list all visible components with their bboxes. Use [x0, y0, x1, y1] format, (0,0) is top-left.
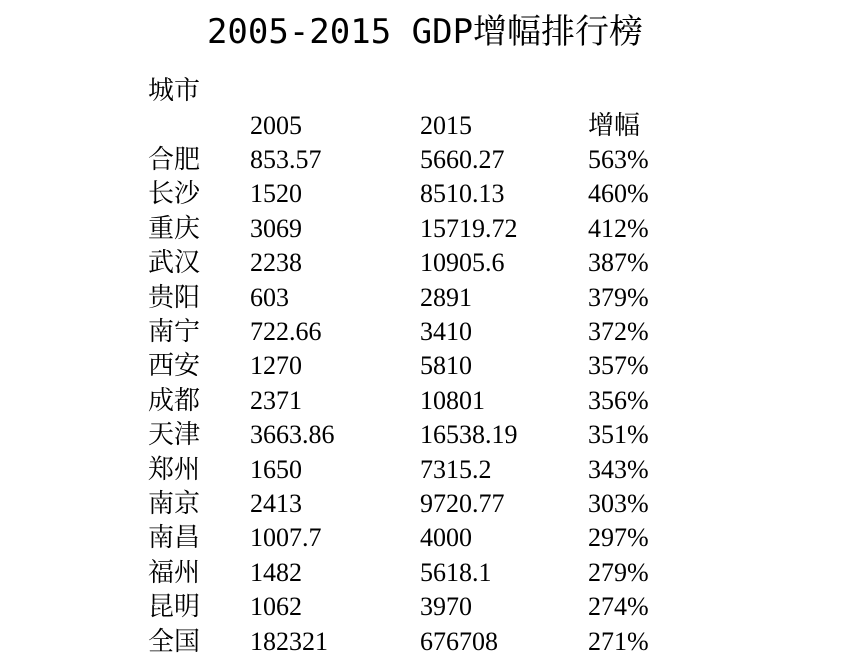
- city-cell: 南宁: [148, 317, 201, 346]
- growth-cell: 460%: [588, 179, 649, 209]
- city-cell: 昆明: [148, 592, 201, 622]
- gdp-2005-cell: 1482: [250, 557, 302, 587]
- gdp-2015-cell: 5618.1: [420, 557, 492, 587]
- growth-cell: 372%: [588, 317, 649, 346]
- gdp-2005-cell: 1007.7: [250, 523, 322, 553]
- growth-cell: 357%: [588, 351, 649, 381]
- gdp-2005-cell: 1650: [250, 454, 302, 484]
- growth-cell: 343%: [588, 454, 649, 484]
- growth-cell: 303%: [588, 489, 649, 518]
- gdp-2005-cell: 1520: [250, 179, 302, 209]
- city-column-header: 城市: [148, 76, 201, 105]
- gdp-2015-cell: 3970: [420, 592, 472, 622]
- column-header-2015: 2015: [420, 111, 472, 140]
- gdp-2005-cell: 1270: [250, 351, 302, 381]
- gdp-2005-cell: 603: [250, 282, 289, 312]
- growth-cell: 274%: [588, 592, 649, 622]
- growth-cell: 271%: [588, 626, 649, 656]
- city-cell: 南昌: [148, 523, 201, 553]
- gdp-2005-cell: 182321: [250, 626, 328, 656]
- column-header-2005: 2005: [250, 111, 302, 140]
- growth-cell: 563%: [588, 145, 649, 174]
- city-cell: 全国: [148, 626, 201, 656]
- city-cell: 成都: [148, 385, 201, 415]
- growth-cell: 297%: [588, 523, 649, 553]
- city-cell: 武汉: [148, 248, 201, 278]
- gdp-2005-cell: 2413: [250, 489, 302, 518]
- gdp-2015-cell: 676708: [420, 626, 498, 656]
- gdp-2015-cell: 7315.2: [420, 454, 492, 484]
- city-cell: 福州: [148, 557, 201, 587]
- city-cell: 南京: [148, 489, 201, 518]
- growth-cell: 412%: [588, 213, 649, 243]
- gdp-2015-cell: 2891: [420, 282, 472, 312]
- gdp-2015-cell: 4000: [420, 523, 472, 553]
- city-cell: 西安: [148, 351, 201, 381]
- gdp-2015-cell: 10905.6: [420, 248, 505, 278]
- gdp-2015-cell: 3410: [420, 317, 472, 346]
- growth-cell: 356%: [588, 385, 649, 415]
- gdp-2015-cell: 10801: [420, 385, 485, 415]
- gdp-2005-cell: 2371: [250, 385, 302, 415]
- city-cell: 合肥: [148, 145, 201, 174]
- gdp-2005-cell: 1062: [250, 592, 302, 622]
- gdp-2015-cell: 8510.13: [420, 179, 505, 209]
- gdp-2005-cell: 2238: [250, 248, 302, 278]
- gdp-2015-cell: 5660.27: [420, 145, 505, 174]
- city-cell: 天津: [148, 420, 201, 450]
- gdp-2015-cell: 15719.72: [420, 213, 518, 243]
- gdp-2015-cell: 16538.19: [420, 420, 518, 450]
- gdp-2005-cell: 3663.86: [250, 420, 335, 450]
- growth-cell: 387%: [588, 248, 649, 278]
- gdp-2005-cell: 853.57: [250, 145, 322, 174]
- city-cell: 贵阳: [148, 282, 201, 312]
- gdp-2015-cell: 5810: [420, 351, 472, 381]
- growth-cell: 379%: [588, 282, 649, 312]
- gdp-2005-cell: 722.66: [250, 317, 322, 346]
- column-header-growth: 增幅: [588, 111, 641, 140]
- gdp-2005-cell: 3069: [250, 213, 302, 243]
- growth-cell: 279%: [588, 557, 649, 587]
- gdp-2015-cell: 9720.77: [420, 489, 505, 518]
- growth-cell: 351%: [588, 420, 649, 450]
- city-cell: 长沙: [148, 179, 201, 209]
- city-cell: 郑州: [148, 454, 201, 484]
- page-title: 2005-2015 GDP增幅排行榜: [206, 12, 644, 52]
- city-cell: 重庆: [148, 213, 201, 243]
